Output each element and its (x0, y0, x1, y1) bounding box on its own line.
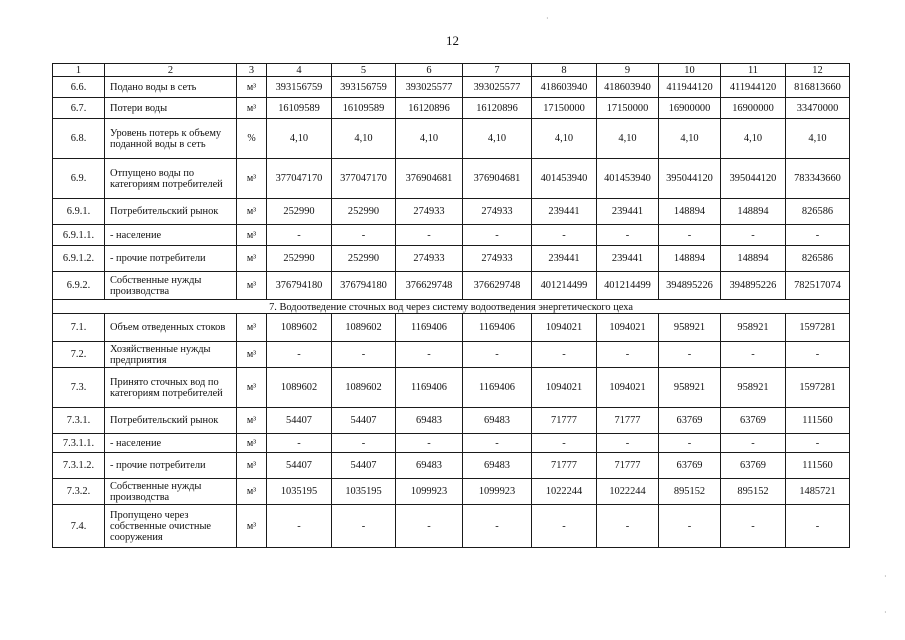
value-cell: 393156759 (267, 77, 332, 98)
section-row (53, 300, 850, 314)
row-name: Подано воды в сеть (105, 77, 237, 98)
header-cell: 10 (659, 64, 721, 77)
table-row (53, 505, 850, 548)
row-unit: м³ (237, 199, 267, 225)
value-cell: 111560 (786, 453, 850, 479)
value-cell: 1597281 (786, 314, 850, 342)
table-row (53, 119, 850, 159)
row-name: Потребительский рынок (105, 199, 237, 225)
value-cell: 1094021 (597, 368, 659, 408)
row-unit: м³ (237, 77, 267, 98)
header-row (53, 64, 850, 77)
value-cell: 1169406 (396, 314, 463, 342)
value-cell: 393156759 (332, 77, 396, 98)
value-cell: - (597, 342, 659, 368)
scan-speck: · (884, 572, 887, 581)
value-cell: 274933 (463, 246, 532, 272)
value-cell: 418603940 (597, 77, 659, 98)
row-unit: % (237, 119, 267, 159)
value-cell: 393025577 (463, 77, 532, 98)
value-cell: 1094021 (532, 368, 597, 408)
value-cell: 33470000 (786, 98, 850, 119)
header-cell: 2 (105, 64, 237, 77)
value-cell: 1169406 (463, 314, 532, 342)
value-cell: - (332, 434, 396, 453)
table-row (53, 98, 850, 119)
row-code: 7.3.1.1. (53, 434, 105, 453)
value-cell: 148894 (721, 199, 786, 225)
value-cell: 252990 (332, 246, 396, 272)
row-unit: м³ (237, 453, 267, 479)
header-cell: 6 (396, 64, 463, 77)
value-cell: 1169406 (463, 368, 532, 408)
table-row (53, 314, 850, 342)
value-cell: 4,10 (267, 119, 332, 159)
value-cell: 1485721 (786, 479, 850, 505)
value-cell: 71777 (597, 408, 659, 434)
value-cell: 239441 (597, 246, 659, 272)
value-cell: - (721, 225, 786, 246)
value-cell: - (597, 505, 659, 548)
row-name: - прочие потребители (105, 246, 237, 272)
value-cell: 148894 (659, 246, 721, 272)
row-name: Собственные нужды производства (105, 479, 237, 505)
row-unit: м³ (237, 368, 267, 408)
value-cell: 958921 (659, 314, 721, 342)
value-cell: 376794180 (267, 272, 332, 300)
value-cell: - (721, 434, 786, 453)
value-cell: 401214499 (597, 272, 659, 300)
value-cell: 1169406 (396, 368, 463, 408)
value-cell: 252990 (332, 199, 396, 225)
value-cell: - (463, 225, 532, 246)
value-cell: 16109589 (267, 98, 332, 119)
value-cell: 71777 (532, 408, 597, 434)
value-cell: - (463, 342, 532, 368)
row-unit: м³ (237, 505, 267, 548)
value-cell: - (532, 342, 597, 368)
value-cell: 376904681 (463, 159, 532, 199)
value-cell: 274933 (396, 246, 463, 272)
value-cell: 274933 (396, 199, 463, 225)
value-cell: 1597281 (786, 368, 850, 408)
value-cell: 54407 (267, 408, 332, 434)
row-unit: м³ (237, 225, 267, 246)
row-name: Потери воды (105, 98, 237, 119)
value-cell: 239441 (532, 199, 597, 225)
row-code: 7.3.2. (53, 479, 105, 505)
value-cell: - (786, 342, 850, 368)
value-cell: 16109589 (332, 98, 396, 119)
header-cell: 1 (53, 64, 105, 77)
value-cell: 4,10 (463, 119, 532, 159)
value-cell: 418603940 (532, 77, 597, 98)
value-cell: 1022244 (532, 479, 597, 505)
value-cell: 826586 (786, 199, 850, 225)
value-cell: 376629748 (463, 272, 532, 300)
row-name: Собственные нужды производства (105, 272, 237, 300)
row-code: 6.8. (53, 119, 105, 159)
value-cell: 1089602 (267, 368, 332, 408)
value-cell: 63769 (721, 453, 786, 479)
row-name: Потребительский рынок (105, 408, 237, 434)
value-cell: 895152 (721, 479, 786, 505)
value-cell: 377047170 (332, 159, 396, 199)
table-row (53, 77, 850, 98)
value-cell: - (332, 342, 396, 368)
value-cell: 71777 (532, 453, 597, 479)
value-cell: 63769 (659, 408, 721, 434)
value-cell: - (659, 342, 721, 368)
value-cell: 63769 (721, 408, 786, 434)
value-cell: - (659, 434, 721, 453)
row-unit: м³ (237, 272, 267, 300)
value-cell: 239441 (532, 246, 597, 272)
value-cell: 4,10 (332, 119, 396, 159)
value-cell: 1035195 (332, 479, 396, 505)
value-cell: 1022244 (597, 479, 659, 505)
value-cell: 111560 (786, 408, 850, 434)
value-cell: - (396, 505, 463, 548)
row-name: Хозяйственные нужды предприятия (105, 342, 237, 368)
row-code: 7.3.1. (53, 408, 105, 434)
table-row (53, 408, 850, 434)
row-name: Объем отведенных стоков (105, 314, 237, 342)
table-row (53, 272, 850, 300)
value-cell: 1035195 (267, 479, 332, 505)
value-cell: 1094021 (532, 314, 597, 342)
value-cell: 376794180 (332, 272, 396, 300)
scan-speck: · (884, 608, 887, 617)
table-row (53, 453, 850, 479)
indicators-table (52, 63, 850, 548)
row-name: Пропущено через собственные очистные сооружения (105, 505, 237, 548)
header-cell: 11 (721, 64, 786, 77)
value-cell: 1089602 (267, 314, 332, 342)
value-cell: 393025577 (396, 77, 463, 98)
value-cell: 17150000 (532, 98, 597, 119)
value-cell: 958921 (659, 368, 721, 408)
value-cell: 826586 (786, 246, 850, 272)
value-cell: 252990 (267, 246, 332, 272)
value-cell: 395044120 (721, 159, 786, 199)
row-name: - население (105, 434, 237, 453)
row-unit: м³ (237, 342, 267, 368)
table-row (53, 225, 850, 246)
value-cell: 69483 (463, 408, 532, 434)
value-cell: - (332, 225, 396, 246)
row-code: 6.9.1.1. (53, 225, 105, 246)
page-number: 12 (446, 33, 459, 48)
header-cell: 5 (332, 64, 396, 77)
value-cell: 16120896 (463, 98, 532, 119)
table-row (53, 434, 850, 453)
table-row (53, 342, 850, 368)
value-cell: 1099923 (463, 479, 532, 505)
table-row (53, 199, 850, 225)
value-cell: 411944120 (659, 77, 721, 98)
table-row (53, 159, 850, 199)
value-cell: 4,10 (396, 119, 463, 159)
value-cell: 69483 (396, 408, 463, 434)
value-cell: 16900000 (659, 98, 721, 119)
value-cell: - (597, 225, 659, 246)
value-cell: 783343660 (786, 159, 850, 199)
value-cell: 63769 (659, 453, 721, 479)
section-title: 7. Водоотведение сточных вод через систему водоотведения энергетического цеха (53, 300, 850, 314)
row-code: 6.9. (53, 159, 105, 199)
value-cell: - (267, 505, 332, 548)
value-cell: 401214499 (532, 272, 597, 300)
header-cell: 7 (463, 64, 532, 77)
value-cell: 148894 (659, 199, 721, 225)
row-code: 6.9.1.2. (53, 246, 105, 272)
value-cell: 69483 (396, 453, 463, 479)
row-name: - прочие потребители (105, 453, 237, 479)
value-cell: 4,10 (786, 119, 850, 159)
value-cell: - (786, 434, 850, 453)
scan-speck: · (546, 14, 549, 23)
value-cell: 376629748 (396, 272, 463, 300)
value-cell: - (267, 342, 332, 368)
row-code: 7.3. (53, 368, 105, 408)
value-cell: - (396, 434, 463, 453)
table-row (53, 368, 850, 408)
row-unit: м³ (237, 434, 267, 453)
value-cell: 16900000 (721, 98, 786, 119)
row-code: 7.1. (53, 314, 105, 342)
value-cell: 394895226 (721, 272, 786, 300)
value-cell: - (332, 505, 396, 548)
value-cell: 1094021 (597, 314, 659, 342)
row-code: 6.6. (53, 77, 105, 98)
header-cell: 8 (532, 64, 597, 77)
value-cell: 394895226 (659, 272, 721, 300)
row-unit: м³ (237, 479, 267, 505)
row-unit: м³ (237, 159, 267, 199)
value-cell: - (786, 505, 850, 548)
row-name: Уровень потерь к объему поданной воды в сеть (105, 119, 237, 159)
value-cell: 401453940 (532, 159, 597, 199)
table-row (53, 479, 850, 505)
value-cell: 4,10 (532, 119, 597, 159)
value-cell: 401453940 (597, 159, 659, 199)
value-cell: - (786, 225, 850, 246)
value-cell: 1089602 (332, 314, 396, 342)
value-cell: - (597, 434, 659, 453)
row-unit: м³ (237, 98, 267, 119)
value-cell: - (659, 505, 721, 548)
value-cell: 4,10 (597, 119, 659, 159)
header-cell: 3 (237, 64, 267, 77)
value-cell: 395044120 (659, 159, 721, 199)
value-cell: - (463, 434, 532, 453)
value-cell: 54407 (332, 453, 396, 479)
row-unit: м³ (237, 246, 267, 272)
value-cell: - (721, 505, 786, 548)
row-code: 6.9.2. (53, 272, 105, 300)
value-cell: 376904681 (396, 159, 463, 199)
value-cell: 782517074 (786, 272, 850, 300)
row-code: 7.2. (53, 342, 105, 368)
value-cell: - (267, 434, 332, 453)
value-cell: 239441 (597, 199, 659, 225)
row-name: Отпущено воды по категориям потребителей (105, 159, 237, 199)
value-cell: - (396, 342, 463, 368)
value-cell: - (532, 434, 597, 453)
row-name: - население (105, 225, 237, 246)
value-cell: 1089602 (332, 368, 396, 408)
value-cell: 71777 (597, 453, 659, 479)
value-cell: 958921 (721, 368, 786, 408)
value-cell: 895152 (659, 479, 721, 505)
header-cell: 4 (267, 64, 332, 77)
value-cell: - (721, 342, 786, 368)
value-cell: 54407 (332, 408, 396, 434)
value-cell: - (267, 225, 332, 246)
row-code: 6.7. (53, 98, 105, 119)
value-cell: 816813660 (786, 77, 850, 98)
table-row (53, 246, 850, 272)
value-cell: 411944120 (721, 77, 786, 98)
row-code: 7.3.1.2. (53, 453, 105, 479)
table-body (53, 64, 850, 548)
value-cell: 69483 (463, 453, 532, 479)
value-cell: 377047170 (267, 159, 332, 199)
value-cell: - (396, 225, 463, 246)
value-cell: 17150000 (597, 98, 659, 119)
value-cell: - (659, 225, 721, 246)
value-cell: 4,10 (721, 119, 786, 159)
value-cell: - (463, 505, 532, 548)
row-code: 6.9.1. (53, 199, 105, 225)
value-cell: 54407 (267, 453, 332, 479)
header-cell: 12 (786, 64, 850, 77)
row-unit: м³ (237, 408, 267, 434)
value-cell: 958921 (721, 314, 786, 342)
value-cell: 1099923 (396, 479, 463, 505)
row-name: Принято сточных вод по категориям потребителей (105, 368, 237, 408)
row-code: 7.4. (53, 505, 105, 548)
header-cell: 9 (597, 64, 659, 77)
value-cell: 274933 (463, 199, 532, 225)
value-cell: - (532, 505, 597, 548)
value-cell: - (532, 225, 597, 246)
value-cell: 4,10 (659, 119, 721, 159)
value-cell: 148894 (721, 246, 786, 272)
row-unit: м³ (237, 314, 267, 342)
value-cell: 16120896 (396, 98, 463, 119)
value-cell: 252990 (267, 199, 332, 225)
